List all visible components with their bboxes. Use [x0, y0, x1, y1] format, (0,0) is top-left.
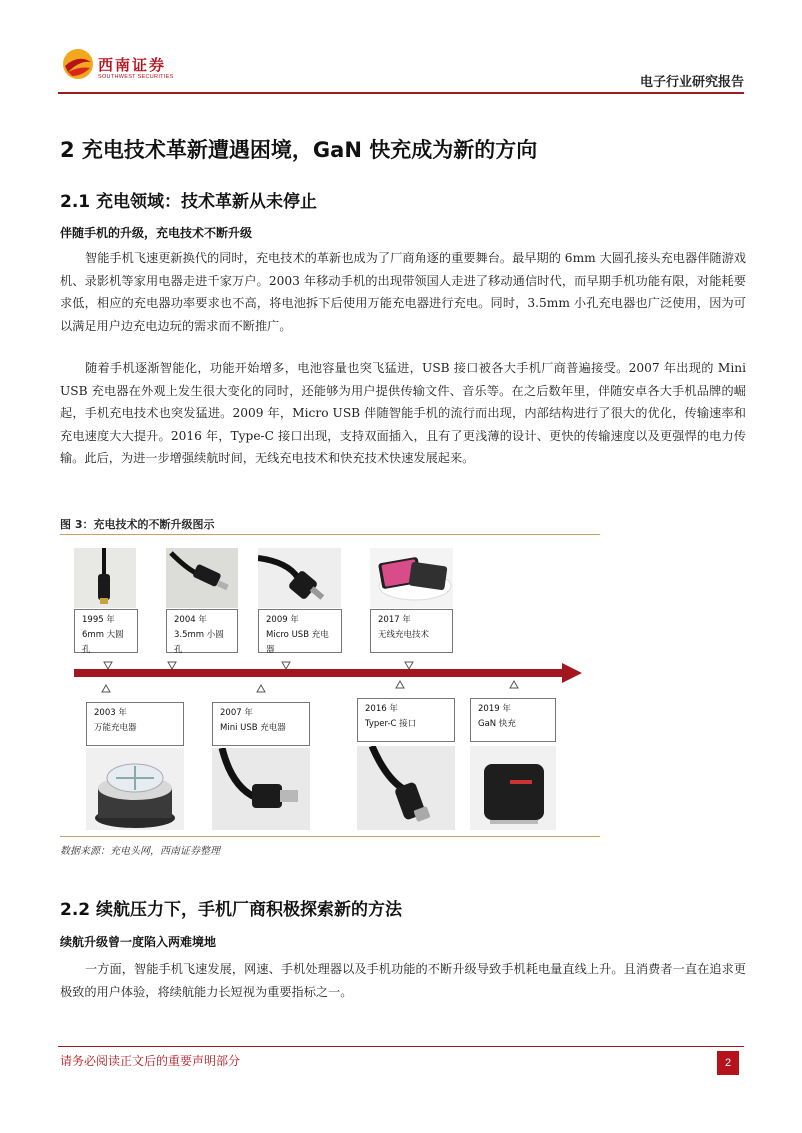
figure-source: 数据来源：充电头网，西南证券整理 — [60, 846, 220, 857]
photo-gan-charger — [470, 746, 556, 830]
label-name: 万能充电器 — [94, 723, 137, 733]
logo-name: 西南证券 — [98, 56, 167, 74]
label-year: 2007 年 — [220, 708, 253, 718]
label-year: 2019 年 — [478, 704, 511, 714]
paragraph-2-1-2: 随着手机逐渐智能化，功能开始增多，电池容量也突飞猛进，USB 接口被各大手机厂商普遍接受。2007 年出现的 Mini USB 充电器在外观上发生很大变化的同时，还能够为用户提供传输文件、音乐等。在之后数年里，伴随安卓各大手机品牌的崛起，手机充电技术也突发猛进。2009 年，Micro USB 伴随智能手机的流行而出现，内部结构进行了很大的优化，传输速率和充电速度大大提升。2016 年，Type-C 接口出现，支持双面插入，且有了更浅薄的设计、更快的传输速度以及更强悍的电力传输。此后，为进一步增强续航时间，无线充电技术和快充技术快速发展起来。 — [60, 361, 746, 465]
label-name: Typer-C 接口 — [365, 719, 417, 729]
label-year: 2003 年 — [94, 708, 127, 718]
timeline-arrow — [74, 652, 584, 702]
logo-subtitle: SOUTHWEST SECURITIES — [98, 74, 174, 80]
photo-3-5mm-plug — [166, 548, 238, 608]
subsection-2-1-title: 2.1 充电领域：技术革新从未停止 — [60, 192, 318, 212]
photo-mini-usb — [212, 748, 310, 830]
label-name: Micro USB 充电器 — [266, 630, 329, 655]
subsection-2-2-subtitle: 续航升级曾一度陷入两难境地 — [60, 935, 217, 949]
figure-top-rule — [60, 534, 600, 535]
label-year: 2017 年 — [378, 615, 411, 625]
label-name: GaN 快充 — [478, 719, 516, 729]
photo-wireless-charger — [370, 548, 453, 608]
photo-6mm-plug — [74, 548, 136, 608]
paragraph-2-1-1: 智能手机飞速更新换代的同时，充电技术的革新也成为了厂商角逐的重要舞台。最早期的 6mm 大圆孔接头充电器伴随游戏机、录影机等家用电器走进千家万户。2003 年移动手机的出现带领国人走进了移动通信时代，而早期手机功能有限，对能耗要求低，相应的充电器功率要求也不高，将电池拆下后使用万能充电器进行充电。同时，3.5mm 小孔充电器也广泛使用，因为可以满足用户边充电边玩的需求而不断推广。 — [60, 251, 746, 333]
figure-title: 图 3：充电技术的不断升级图示 — [60, 518, 215, 531]
timeline-label-2019 — [470, 698, 556, 742]
photo-micro-usb — [258, 548, 341, 608]
footer-disclaimer[interactable]: 请务必阅读正文后的重要声明部分 — [60, 1054, 241, 1068]
label-name: Mini USB 充电器 — [220, 723, 286, 733]
label-name: 无线充电技术 — [378, 630, 430, 640]
header-divider — [58, 92, 744, 94]
label-year: 2004 年 — [174, 615, 207, 625]
report-type: 电子行业研究报告 — [639, 75, 744, 90]
timeline-label-1995 — [74, 609, 138, 653]
timeline-label-2007 — [212, 702, 310, 746]
label-year: 2016 年 — [365, 704, 398, 714]
timeline-label-2017 — [370, 609, 453, 653]
paragraph-2-2-1: 一方面，智能手机飞速发展，网速、手机处理器以及手机功能的不断升级导致手机耗电量直线上升。且消费者一直在追求更极致的用户体验，将续航能力长短视为重要指标之一。 — [60, 962, 746, 999]
footer-divider — [58, 1046, 744, 1047]
page-number: 2 — [717, 1051, 739, 1075]
label-year: 1995 年 — [82, 615, 115, 625]
label-name: 6mm 大圆孔 — [82, 630, 124, 655]
photo-universal-charger — [86, 748, 184, 830]
timeline-label-2004 — [166, 609, 238, 653]
label-year: 2009 年 — [266, 615, 299, 625]
timeline-label-2009 — [258, 609, 342, 653]
section-title: 2 充电技术革新遭遇困境，GaN 快充成为新的方向 — [60, 138, 538, 162]
figure-bottom-rule — [60, 836, 600, 837]
subsection-2-2-title: 2.2 续航压力下，手机厂商积极探索新的方法 — [60, 900, 403, 920]
logo-emblem-icon — [60, 46, 96, 82]
photo-type-c — [357, 746, 455, 830]
subsection-2-1-subtitle: 伴随手机的升级，充电技术不断升级 — [60, 226, 253, 240]
timeline-label-2016 — [357, 698, 455, 742]
timeline-label-2003 — [86, 702, 184, 746]
label-name: 3.5mm 小圆孔 — [174, 630, 224, 655]
